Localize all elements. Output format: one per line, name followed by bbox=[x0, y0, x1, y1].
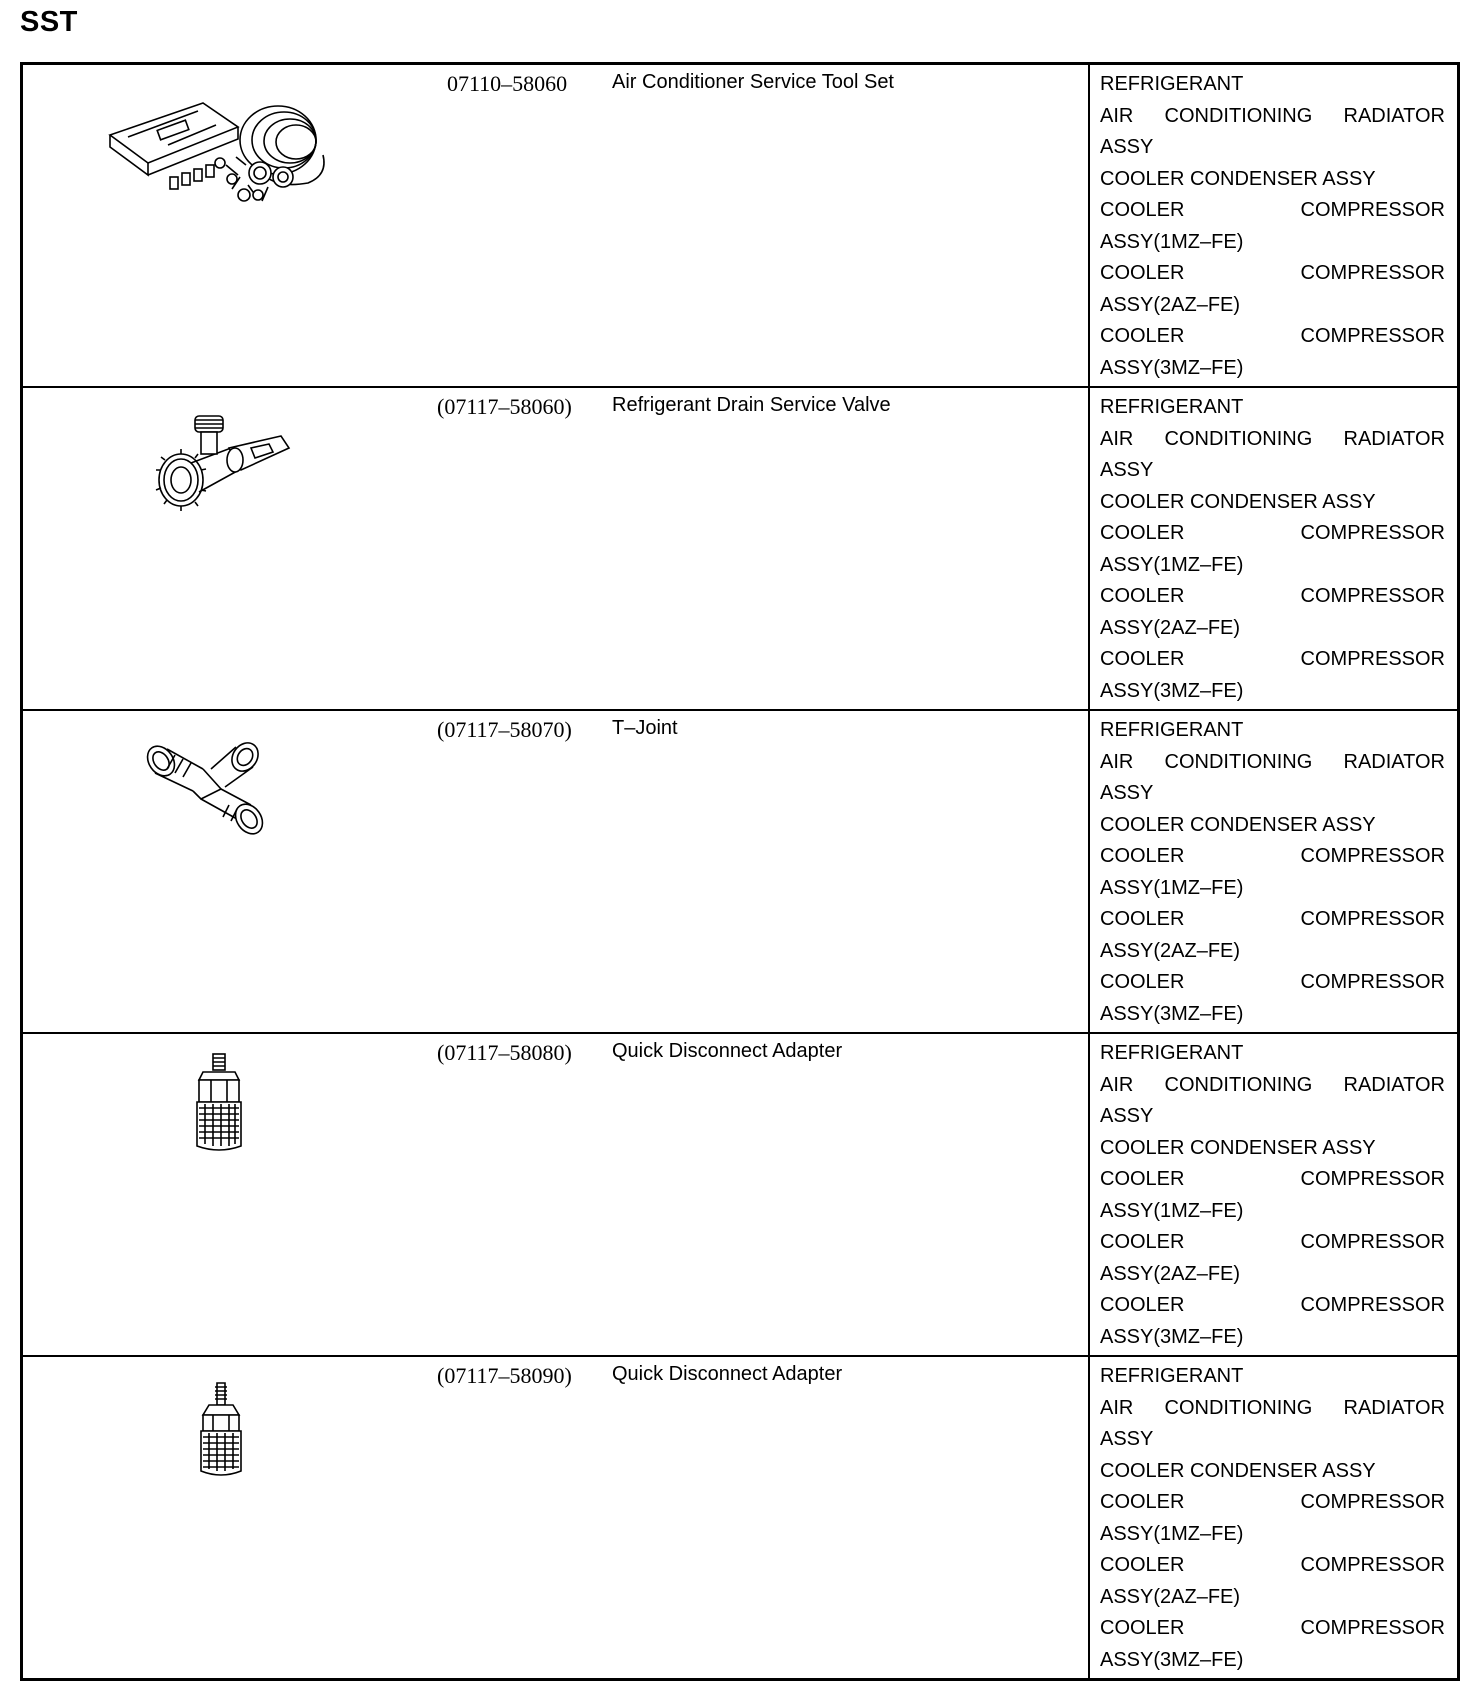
usage-word: ASSY(2AZ–FE) bbox=[1100, 616, 1241, 639]
ac-service-tool-set-illustration bbox=[108, 95, 338, 205]
usage-word: CONDITIONING bbox=[1164, 750, 1313, 773]
usage-line bbox=[1100, 424, 1445, 456]
usage-list bbox=[1090, 1357, 1457, 1676]
usage-word: ASSY(2AZ–FE) bbox=[1100, 1585, 1241, 1608]
tool-image-cell bbox=[22, 1356, 434, 1680]
part-number-cell bbox=[433, 387, 608, 710]
usage-word: CONDITIONING bbox=[1164, 104, 1313, 127]
usage-word: COOLER bbox=[1100, 1168, 1185, 1190]
usage-word: COMPRESSOR bbox=[1300, 1491, 1445, 1513]
usage-word: ASSY(1MZ–FE) bbox=[1100, 876, 1244, 899]
usage-line bbox=[1100, 290, 1445, 322]
usage-line bbox=[1100, 1259, 1445, 1291]
page-title: SST bbox=[20, 6, 78, 38]
usage-word: ASSY(1MZ–FE) bbox=[1100, 553, 1244, 576]
usage-word: ASSY bbox=[1100, 459, 1154, 481]
usage-list bbox=[1090, 388, 1457, 707]
table-row bbox=[22, 64, 1459, 388]
usage-word: ASSY(1MZ–FE) bbox=[1100, 1522, 1244, 1545]
usage-cell bbox=[1089, 1033, 1459, 1356]
usage-line bbox=[1100, 195, 1445, 227]
usage-line bbox=[1100, 967, 1445, 999]
usage-line bbox=[1100, 1487, 1445, 1519]
quick-disconnect-adapter-illustration bbox=[191, 1052, 251, 1157]
usage-word: COOLER CONDENSER ASSY bbox=[1100, 1459, 1376, 1482]
usage-word: COOLER bbox=[1100, 199, 1185, 221]
usage-word: AIR bbox=[1100, 1073, 1134, 1096]
usage-line bbox=[1100, 69, 1445, 101]
usage-word: REFRIGERANT bbox=[1100, 396, 1244, 418]
usage-word: RADIATOR bbox=[1343, 750, 1445, 773]
usage-word: COOLER bbox=[1100, 1617, 1185, 1639]
usage-word: COOLER bbox=[1100, 908, 1185, 930]
usage-word: COOLER bbox=[1100, 1231, 1185, 1253]
table-row bbox=[22, 1033, 1459, 1356]
usage-cell bbox=[1089, 64, 1459, 388]
usage-word: REFRIGERANT bbox=[1100, 719, 1244, 741]
usage-line bbox=[1100, 1164, 1445, 1196]
quick-disconnect-adapter-illustration bbox=[193, 1381, 249, 1481]
usage-word: ASSY(1MZ–FE) bbox=[1100, 1199, 1244, 1222]
usage-word: REFRIGERANT bbox=[1100, 1365, 1244, 1387]
usage-word: COMPRESSOR bbox=[1300, 522, 1445, 544]
usage-line bbox=[1100, 1424, 1445, 1456]
usage-line bbox=[1100, 810, 1445, 842]
usage-word: COMPRESSOR bbox=[1300, 1294, 1445, 1316]
usage-line bbox=[1100, 1070, 1445, 1102]
tool-name-cell bbox=[608, 1356, 1089, 1680]
usage-line bbox=[1100, 1456, 1445, 1488]
usage-word: COMPRESSOR bbox=[1300, 648, 1445, 670]
usage-word: COMPRESSOR bbox=[1300, 1231, 1445, 1253]
usage-word: CONDITIONING bbox=[1164, 427, 1313, 450]
usage-word: COOLER bbox=[1100, 585, 1185, 607]
usage-word: RADIATOR bbox=[1343, 427, 1445, 450]
tool-name: Quick Disconnect Adapter bbox=[612, 1040, 843, 1062]
usage-word: RADIATOR bbox=[1343, 1073, 1445, 1096]
usage-line bbox=[1100, 1550, 1445, 1582]
part-number: (07117–58070) bbox=[437, 717, 572, 742]
usage-word: COOLER CONDENSER ASSY bbox=[1100, 490, 1376, 513]
usage-word: COMPRESSOR bbox=[1300, 971, 1445, 993]
usage-word: REFRIGERANT bbox=[1100, 1042, 1244, 1064]
usage-word: ASSY(2AZ–FE) bbox=[1100, 293, 1241, 316]
part-number: (07117–58080) bbox=[437, 1040, 572, 1065]
drain-service-valve-illustration bbox=[151, 408, 291, 518]
usage-word: AIR bbox=[1100, 1396, 1134, 1419]
part-number: (07117–58090) bbox=[437, 1363, 572, 1388]
part-number: (07117–58060) bbox=[437, 394, 572, 419]
usage-word: COOLER CONDENSER ASSY bbox=[1100, 1136, 1376, 1159]
part-number-cell bbox=[433, 1033, 608, 1356]
usage-line bbox=[1100, 1133, 1445, 1165]
usage-word: REFRIGERANT bbox=[1100, 73, 1244, 95]
usage-word: COOLER bbox=[1100, 1491, 1185, 1513]
usage-word: COOLER CONDENSER ASSY bbox=[1100, 813, 1376, 836]
usage-line bbox=[1100, 164, 1445, 196]
usage-word: COMPRESSOR bbox=[1300, 262, 1445, 284]
usage-word: COMPRESSOR bbox=[1300, 908, 1445, 930]
usage-word: COMPRESSOR bbox=[1300, 845, 1445, 867]
part-number-cell bbox=[433, 710, 608, 1033]
usage-line bbox=[1100, 353, 1445, 385]
usage-word: ASSY(3MZ–FE) bbox=[1100, 1002, 1244, 1025]
usage-line bbox=[1100, 1290, 1445, 1322]
usage-word: CONDITIONING bbox=[1164, 1396, 1313, 1419]
usage-line bbox=[1100, 1322, 1445, 1354]
usage-word: ASSY(3MZ–FE) bbox=[1100, 1648, 1244, 1671]
usage-cell bbox=[1089, 1356, 1459, 1680]
usage-line bbox=[1100, 258, 1445, 290]
usage-list bbox=[1090, 65, 1457, 384]
usage-word: AIR bbox=[1100, 750, 1134, 773]
usage-word: ASSY(3MZ–FE) bbox=[1100, 679, 1244, 702]
tool-image-cell bbox=[22, 387, 434, 710]
usage-word: ASSY bbox=[1100, 1428, 1154, 1450]
usage-line bbox=[1100, 321, 1445, 353]
usage-line bbox=[1100, 644, 1445, 676]
usage-line bbox=[1100, 715, 1445, 747]
tool-name: Air Conditioner Service Tool Set bbox=[612, 71, 894, 93]
usage-word: COOLER bbox=[1100, 845, 1185, 867]
usage-line bbox=[1100, 904, 1445, 936]
usage-word: COMPRESSOR bbox=[1300, 199, 1445, 221]
usage-line bbox=[1100, 227, 1445, 259]
usage-word: COOLER bbox=[1100, 262, 1185, 284]
usage-cell bbox=[1089, 710, 1459, 1033]
usage-line bbox=[1100, 1645, 1445, 1677]
usage-cell bbox=[1089, 387, 1459, 710]
usage-line bbox=[1100, 778, 1445, 810]
usage-word: COOLER CONDENSER ASSY bbox=[1100, 167, 1376, 190]
table-row bbox=[22, 1356, 1459, 1680]
usage-word: RADIATOR bbox=[1343, 104, 1445, 127]
usage-line bbox=[1100, 841, 1445, 873]
usage-line bbox=[1100, 1038, 1445, 1070]
usage-line bbox=[1100, 936, 1445, 968]
usage-line bbox=[1100, 1361, 1445, 1393]
tool-name: Refrigerant Drain Service Valve bbox=[612, 394, 891, 416]
part-number-cell bbox=[433, 1356, 608, 1680]
usage-line bbox=[1100, 1582, 1445, 1614]
tool-name-cell bbox=[608, 387, 1089, 710]
usage-list bbox=[1090, 1034, 1457, 1353]
table-row bbox=[22, 387, 1459, 710]
usage-word: COOLER bbox=[1100, 1554, 1185, 1576]
usage-word: ASSY(2AZ–FE) bbox=[1100, 939, 1241, 962]
usage-word: COMPRESSOR bbox=[1300, 325, 1445, 347]
tool-name-cell bbox=[608, 64, 1089, 388]
tool-image-cell bbox=[22, 710, 434, 1033]
usage-line bbox=[1100, 999, 1445, 1031]
sst-table bbox=[20, 62, 1460, 1681]
usage-word: COOLER bbox=[1100, 648, 1185, 670]
usage-word: COOLER bbox=[1100, 325, 1185, 347]
usage-line bbox=[1100, 1227, 1445, 1259]
usage-line bbox=[1100, 1196, 1445, 1228]
usage-word: CONDITIONING bbox=[1164, 1073, 1313, 1096]
usage-word: COMPRESSOR bbox=[1300, 585, 1445, 607]
usage-line bbox=[1100, 392, 1445, 424]
usage-word: ASSY bbox=[1100, 782, 1154, 804]
tool-name: T–Joint bbox=[612, 717, 678, 739]
usage-line bbox=[1100, 1519, 1445, 1551]
usage-word: ASSY(3MZ–FE) bbox=[1100, 1325, 1244, 1348]
usage-word: COMPRESSOR bbox=[1300, 1554, 1445, 1576]
part-number-cell bbox=[433, 64, 608, 388]
usage-word: RADIATOR bbox=[1343, 1396, 1445, 1419]
usage-word: ASSY(2AZ–FE) bbox=[1100, 1262, 1241, 1285]
usage-line bbox=[1100, 1101, 1445, 1133]
usage-word: COOLER bbox=[1100, 522, 1185, 544]
usage-list bbox=[1090, 711, 1457, 1030]
usage-word: COOLER bbox=[1100, 1294, 1185, 1316]
t-joint-illustration bbox=[141, 739, 281, 839]
usage-word: AIR bbox=[1100, 104, 1134, 127]
usage-word: COOLER bbox=[1100, 971, 1185, 993]
usage-line bbox=[1100, 873, 1445, 905]
usage-line bbox=[1100, 518, 1445, 550]
usage-line bbox=[1100, 487, 1445, 519]
usage-line bbox=[1100, 1613, 1445, 1645]
usage-line bbox=[1100, 132, 1445, 164]
usage-word: COMPRESSOR bbox=[1300, 1168, 1445, 1190]
usage-line bbox=[1100, 455, 1445, 487]
tool-name: Quick Disconnect Adapter bbox=[612, 1363, 843, 1385]
usage-line bbox=[1100, 550, 1445, 582]
usage-word: ASSY bbox=[1100, 1105, 1154, 1127]
usage-line bbox=[1100, 613, 1445, 645]
usage-word: ASSY(1MZ–FE) bbox=[1100, 230, 1244, 253]
usage-word: AIR bbox=[1100, 427, 1134, 450]
usage-word: COMPRESSOR bbox=[1300, 1617, 1445, 1639]
usage-line bbox=[1100, 101, 1445, 133]
usage-line bbox=[1100, 747, 1445, 779]
usage-line bbox=[1100, 581, 1445, 613]
usage-word: ASSY bbox=[1100, 136, 1154, 158]
tool-image-cell bbox=[22, 1033, 434, 1356]
tool-name-cell bbox=[608, 1033, 1089, 1356]
part-number: 07110–58060 bbox=[447, 71, 568, 96]
usage-line bbox=[1100, 1393, 1445, 1425]
usage-word: ASSY(3MZ–FE) bbox=[1100, 356, 1244, 379]
table-row bbox=[22, 710, 1459, 1033]
tool-name-cell bbox=[608, 710, 1089, 1033]
usage-line bbox=[1100, 676, 1445, 708]
tool-image-cell bbox=[22, 64, 434, 388]
